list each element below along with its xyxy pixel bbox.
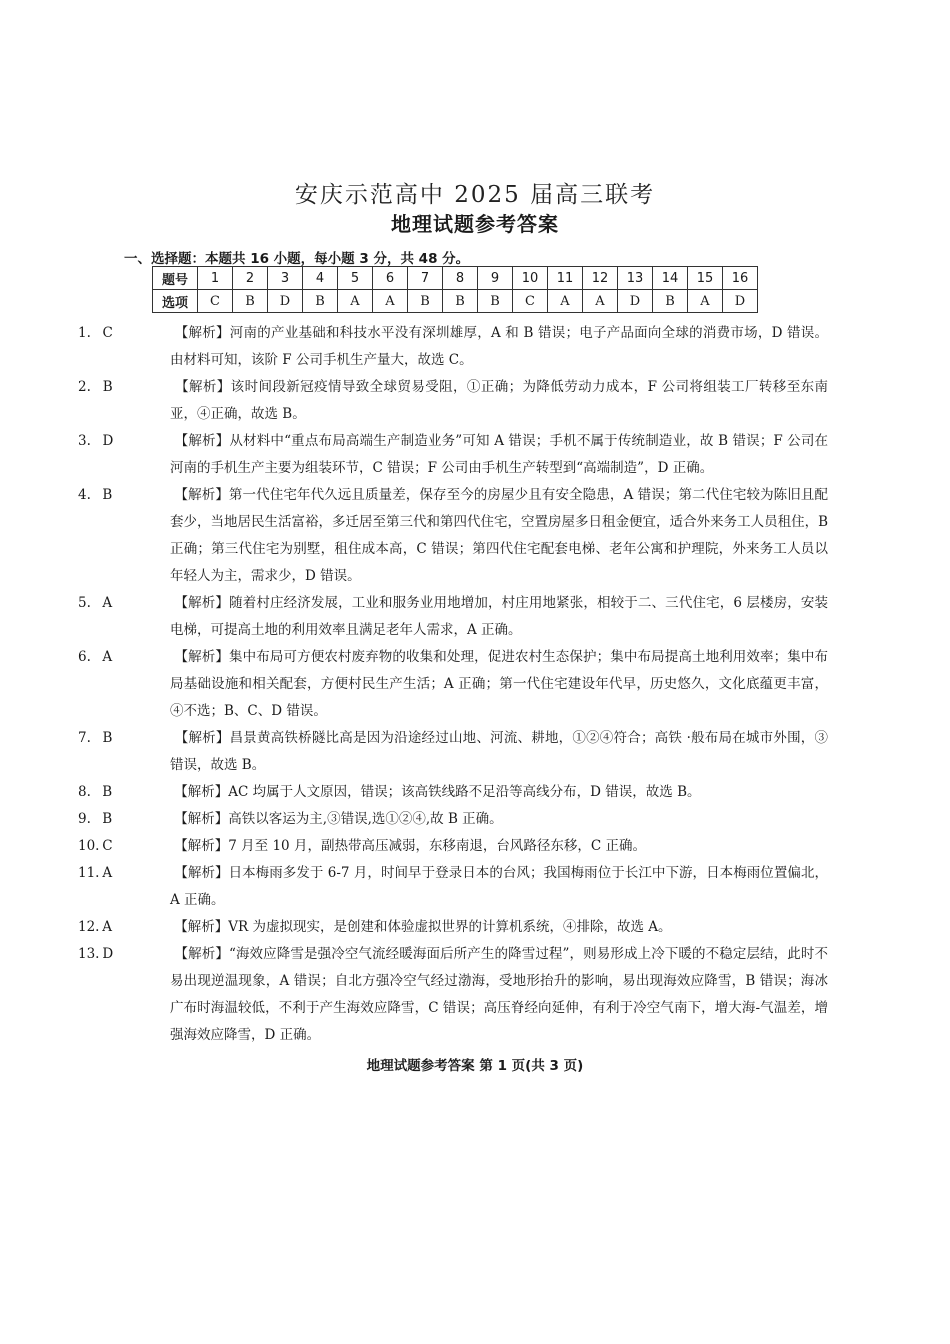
item-number: 2. bbox=[78, 379, 91, 395]
answer-option-cell: B bbox=[233, 290, 268, 313]
explanation-item bbox=[78, 779, 828, 806]
explanation-item bbox=[78, 806, 828, 833]
item-explanation-text: 【解析】高铁以客运为主,③错误,选①②④,故 B 正确。 bbox=[174, 811, 503, 827]
item-number: 13. bbox=[78, 946, 100, 962]
number-row-label: 题号 bbox=[153, 267, 198, 290]
item-answer: C bbox=[102, 325, 113, 341]
item-number: 3. bbox=[78, 433, 91, 449]
answer-option-cell: B bbox=[408, 290, 443, 313]
question-number-cell: 16 bbox=[723, 267, 758, 290]
item-answer: B bbox=[102, 730, 113, 746]
answer-option-cell: A bbox=[548, 290, 583, 313]
page-footer: 地理试题参考答案 第 1 页(共 3 页) bbox=[366, 1058, 584, 1074]
answer-option-cell: C bbox=[513, 290, 548, 313]
item-explanation-text: 【解析】第一代住宅年代久远且质量差，保存至今的房屋少且有安全隐患，A 错误；第二代住宅较为陈旧且配套少，当地居民生活富裕，多迁居至第三代和第四代住宅，空置房屋多日租金便宜，适合外来务工人员租住，B 正确；第三代住宅为别墅，租住成本高，C 错误；第四代住宅配套电梯、老年公寓和护理院，外来务工人员以年轻人为主，需求少，D 错误。 bbox=[170, 487, 828, 584]
explanation-item bbox=[78, 725, 828, 779]
item-explanation-text: 【解析】VR 为虚拟现实，是创建和体验虚拟世界的计算机系统，④排除，故选 A。 bbox=[174, 919, 672, 935]
answer-option-cell: D bbox=[723, 290, 758, 313]
answer-option-cell: B bbox=[303, 290, 338, 313]
item-number: 12. bbox=[78, 919, 100, 935]
answer-option-cell: A bbox=[688, 290, 723, 313]
explanation-item bbox=[78, 428, 829, 482]
option-row-label: 选项 bbox=[153, 290, 198, 313]
explanation-item bbox=[78, 320, 828, 374]
question-number-cell: 2 bbox=[233, 267, 268, 290]
item-answer: C bbox=[102, 838, 113, 854]
answer-table-option-row bbox=[153, 290, 758, 313]
question-number-cell: 3 bbox=[268, 267, 303, 290]
item-number: 11. bbox=[78, 865, 100, 881]
answer-option-cell: D bbox=[268, 290, 303, 313]
question-number-cell: 6 bbox=[373, 267, 408, 290]
explanation-item bbox=[78, 833, 828, 860]
question-number-cell: 8 bbox=[443, 267, 478, 290]
explanation-item bbox=[78, 914, 828, 941]
explanation-item bbox=[78, 644, 829, 725]
answer-table-number-row bbox=[153, 267, 758, 290]
question-number-cell: 14 bbox=[653, 267, 688, 290]
item-answer: B bbox=[102, 379, 113, 395]
item-answer: A bbox=[102, 595, 113, 611]
item-answer: A bbox=[102, 919, 113, 935]
item-number: 5. bbox=[78, 595, 91, 611]
item-number: 7. bbox=[78, 730, 91, 746]
explanation-item bbox=[78, 374, 828, 428]
question-number-cell: 1 bbox=[198, 267, 233, 290]
item-explanation-text: 【解析】河南的产业基础和科技水平没有深圳雄厚，A 和 B 错误；电子产品面向全球的消费市场，D 错误。由材料可知，该阶 F 公司手机生产量大，故选 C。 bbox=[170, 325, 828, 368]
question-number-cell: 4 bbox=[303, 267, 338, 290]
exam-title: 安庆示范高中 2025 届高三联考 bbox=[294, 182, 656, 208]
answer-option-cell: A bbox=[373, 290, 408, 313]
question-number-cell: 11 bbox=[548, 267, 583, 290]
item-answer: A bbox=[102, 865, 113, 881]
answer-option-cell: B bbox=[478, 290, 513, 313]
answer-option-cell: D bbox=[618, 290, 653, 313]
item-explanation-text: 【解析】该时间段新冠疫情导致全球贸易受阻，①正确；为降低劳动力成本，F 公司将组装工厂转移至东南亚，④正确，故选 B。 bbox=[170, 379, 828, 422]
answer-table bbox=[152, 266, 758, 313]
question-number-cell: 13 bbox=[618, 267, 653, 290]
explanation-list bbox=[78, 320, 829, 1049]
item-answer: B bbox=[102, 487, 113, 503]
question-number-cell: 7 bbox=[408, 267, 443, 290]
item-number: 8. bbox=[78, 784, 91, 800]
item-explanation-text: 【解析】日本梅雨多发于 6-7 月，时间早于登录日本的台风；我国梅雨位于长江中下游，日本梅雨位置偏北，A 正确。 bbox=[170, 865, 828, 908]
item-explanation-text: 【解析】随着村庄经济发展，工业和服务业用地增加，村庄用地紧张，相较于二、三代住宅，6 层楼房，安装电梯，可提高土地的利用效率且满足老年人需求，A 正确。 bbox=[170, 595, 828, 638]
explanation-item bbox=[78, 860, 828, 914]
item-answer: B bbox=[102, 784, 113, 800]
item-explanation-text: 【解析】从材料中“重点布局高端生产制造业务”可知 A 错误；手机不属于传统制造业，故 B 错误；F 公司在河南的手机生产主要为组装环节，C 错误；F 公司由手机生产转型到“高端制造”，D 正确。 bbox=[170, 433, 829, 476]
item-answer: A bbox=[102, 649, 113, 665]
item-number: 9. bbox=[78, 811, 91, 827]
answer-option-cell: B bbox=[653, 290, 688, 313]
answer-option-cell: A bbox=[583, 290, 618, 313]
item-answer: D bbox=[102, 946, 114, 962]
item-explanation-text: 【解析】7 月至 10 月，副热带高压减弱，东移南退，台风路径东移，C 正确。 bbox=[174, 838, 647, 854]
question-number-cell: 5 bbox=[338, 267, 373, 290]
answer-option-cell: A bbox=[338, 290, 373, 313]
item-explanation-text: 【解析】昌景黄高铁桥隧比高是因为沿途经过山地、河流、耕地，①②④符合；高铁 ·般布局在城市外围，③错误，故选 B。 bbox=[170, 730, 828, 773]
question-number-cell: 9 bbox=[478, 267, 513, 290]
item-number: 4. bbox=[78, 487, 91, 503]
item-explanation-text: 【解析】集中布局可方便农村废弃物的收集和处理，促进农村生态保护；集中布局提高土地利用效率；集中布局基础设施和相关配套，方便村民生产生活；A 正确；第一代住宅建设年代早，历史悠久，文化底蕴更丰富，④不选；B、C、D 错误。 bbox=[170, 649, 829, 719]
item-number: 10. bbox=[78, 838, 100, 854]
question-number-cell: 12 bbox=[583, 267, 618, 290]
question-number-cell: 15 bbox=[688, 267, 723, 290]
explanation-item bbox=[78, 482, 828, 590]
answer-option-cell: B bbox=[443, 290, 478, 313]
item-explanation-text: 【解析】AC 均属于人文原因，错误；该高铁线路不足沿等高线分布，D 错误，故选 B。 bbox=[174, 784, 701, 800]
item-number: 6. bbox=[78, 649, 91, 665]
explanation-item bbox=[78, 941, 828, 1049]
item-answer: D bbox=[102, 433, 114, 449]
explanation-item bbox=[78, 590, 828, 644]
question-number-cell: 10 bbox=[513, 267, 548, 290]
item-explanation-text: 【解析】“海效应降雪是强冷空气流经暖海面后所产生的降雪过程”，则易形成上冷下暖的不稳定层结，此时不易出现逆温现象，A 错误；自北方强冷空气经过渤海，受地形抬升的影响，易出现海效应降雪，B 错误；海冰广布时海温较低，不利于产生海效应降雪，C 错误；高压脊经向延伸，有利于冷空气南下，增大海-气温差，增强海效应降雪，D 正确。 bbox=[170, 946, 828, 1043]
answer-key-subtitle: 地理试题参考答案 bbox=[391, 212, 559, 236]
item-number: 1. bbox=[78, 325, 91, 341]
answer-option-cell: C bbox=[198, 290, 233, 313]
section-heading: 一、选择题：本题共 16 小题，每小题 3 分，共 48 分。 bbox=[124, 251, 470, 267]
item-answer: B bbox=[102, 811, 113, 827]
